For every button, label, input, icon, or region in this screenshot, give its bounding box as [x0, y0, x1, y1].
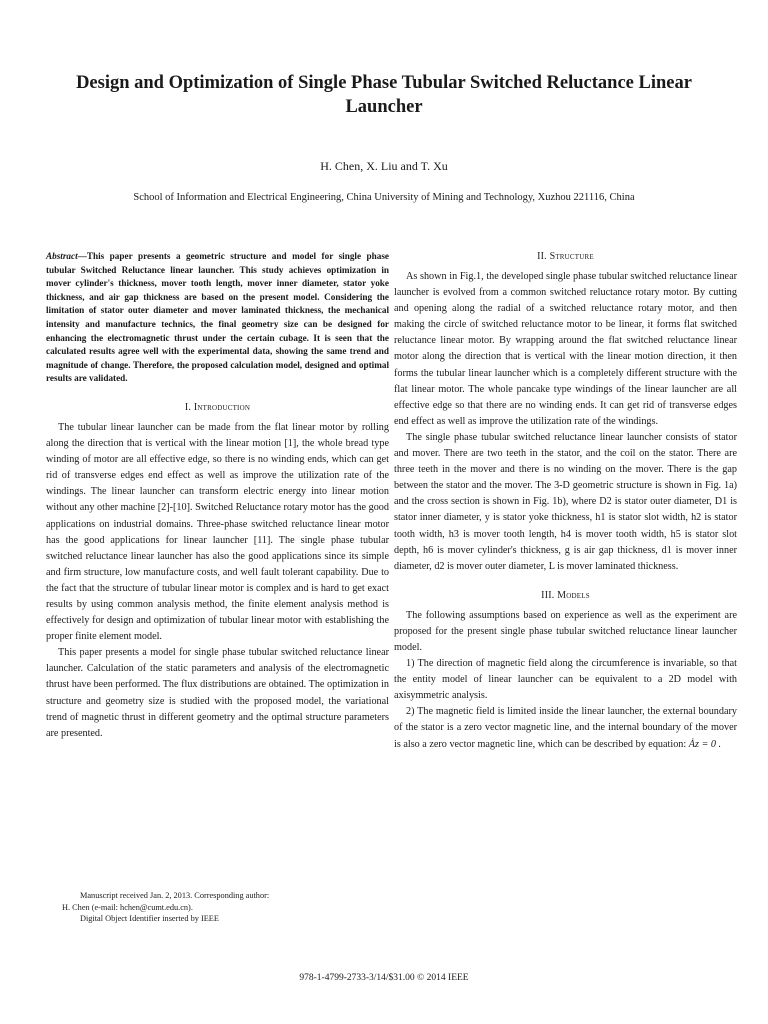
abstract-text: —This paper presents a geometric structure and model for single phase tubular Switched Reluctance linear launcher. This study achieves optimization in mover cylinder's thickness, mover tooth length, mover inner diameter, stator yoke thickness, and air gap thickness are based on the present model. Considering the limitation of stator outer diameter and mover laminated thickness, the mechanical intensity and manufacture technics, the final geometry size can be designed for enhancing the electromagnetic thrust under the certain cubage. It is seen that the calculated results agree well with the experimental data, showing the same trend and magnitude of change. Therefore, the proposed calculation model, designed and optimal results are validated.: [46, 251, 389, 384]
structure-paragraph-1: As shown in Fig.1, the developed single phase tubular switched reluctance linear launcher is evolved from a common switched reluctance rotary motor. By cutting and opening along the radial of a switched reluctance rotary motor, and then making the circle of switched reluctance motor to be linear, it forms flat switched reluctance linear motor. By wrapping around the flat switched reluctance linear motor along the direction that is vertical with the linear motion direction, it then forms the tubular linear launcher which is a completely different structure with the flat linear motor. The whole pancake type windings of the linear launcher are all effective edge so that there are no winding ends. It can get rid of transverse edges end effect as well as improve the utilization rate of the windings.: [394, 271, 737, 427]
author-affiliation: School of Information and Electrical Engineering, China University of Mining and Technology, Xuzhou 221116, China: [133, 192, 635, 203]
boundary-equation: Ȧz = 0 .: [688, 738, 722, 750]
intro-paragraph-2: This paper presents a model for single phase tubular switched reluctance linear launcher. Calculation of the static parameters and analysis of the electromagnetic thrust have been performed. The flux distributions are obtained. The optimization in structure and geometry size is studied with the proposed model, the variational trend of magnetic thrust in different geometry and the optimal structure parameters are presented.: [46, 647, 389, 739]
right-column: [394, 250, 737, 753]
author-list: H. Chen, X. Liu and T. Xu: [320, 159, 448, 173]
section-heading-introduction: I. Introduction: [184, 401, 251, 413]
footnote: [62, 890, 392, 925]
intro-paragraph-1: The tubular linear launcher can be made from the flat linear motor by rolling along the direction that is vertical with the linear motion [1], the whole bread type winding of motor are all effective edge, so there is no winding ends, which can get rid of transverse edges end effect as well as improve the utilization rate of the windings. The linear launcher can transform electric energy into linear motion without any other machine [2]-[10]. Switched Reluctance rotary motor has the good applications on industrial domains. Three-phase switched reluctance linear motor has the good applications for linear launcher [11]. The single phase tubular switched reluctance linear launcher has also the good applications since its simple and firm structure, low manufacture costs, and well fault tolerant capability. Due to the fact that the structure of tubular linear motor is complex and is hard to get exact results by using common analysis method, the finite element analysis method is effectively for design and optimization of tubular linear motor with establishing the proper finite element model.: [46, 421, 389, 643]
copyright-footer: 978-1-4799-2733-3/14/$31.00 © 2014 IEEE: [299, 973, 469, 983]
footnote-line-3: Digital Object Identifier inserted by IEEE: [80, 914, 219, 923]
models-paragraph-2: 1) The direction of magnetic field along the circumference is invariable, so that the entity model of linear launcher can be equivalent to a 2D model with axisymmetric analysis.: [394, 658, 737, 702]
footnote-line-1: Manuscript received Jan. 2, 2013. Corresponding author:: [80, 891, 270, 900]
abstract: [46, 250, 389, 386]
structure-paragraph-2: The single phase tubular switched reluctance linear launcher consists of stator and mover. There are two teeth in the stator, and the coil on the stator. There are three teeth in the mover and there is no winding on the mover. There is the gap between the stator and the mover. The 3-D geometric structure is shown in Fig. 1a) and the cross section is shown in Fig. 1b), where D2 is stator outer diameter, D1 is stator inner diameter, y is stator yoke thickness, h1 is stator slot width, h2 is stator tooth width, h3 is mover tooth length, h4 is mover tooth width, h5 is stator slot depth, h6 is mover cylinder's thickness, g is air gap thickness, d1 is mover inner diameter, d2 is mover outer diameter, L is mover laminated thickness.: [394, 431, 737, 572]
section-heading-models: III. Models: [541, 589, 590, 601]
models-paragraph-1: The following assumptions based on experience as well as the experiment are proposed for the present single phase tubular switched reluctance linear launcher model.: [394, 609, 737, 653]
footnote-line-2: H. Chen (e-mail: hchen@cumt.edu.cn).: [62, 902, 193, 912]
section-heading-structure: II. Structure: [537, 251, 594, 262]
models-paragraph-3: [394, 704, 737, 752]
models-paragraph-3-text: 2) The magnetic field is limited inside the linear launcher, the external boundary of the stator is a zero vector magnetic line, and the internal boundary of the mover is also a zero vector magnetic line, which can be described by equation:: [394, 706, 737, 750]
paper-title: Design and Optimization of Single Phase Tubular Switched Reluctance Linear Launcher: [76, 73, 692, 117]
abstract-lead: Abstract: [46, 251, 78, 261]
left-column: [46, 250, 389, 742]
